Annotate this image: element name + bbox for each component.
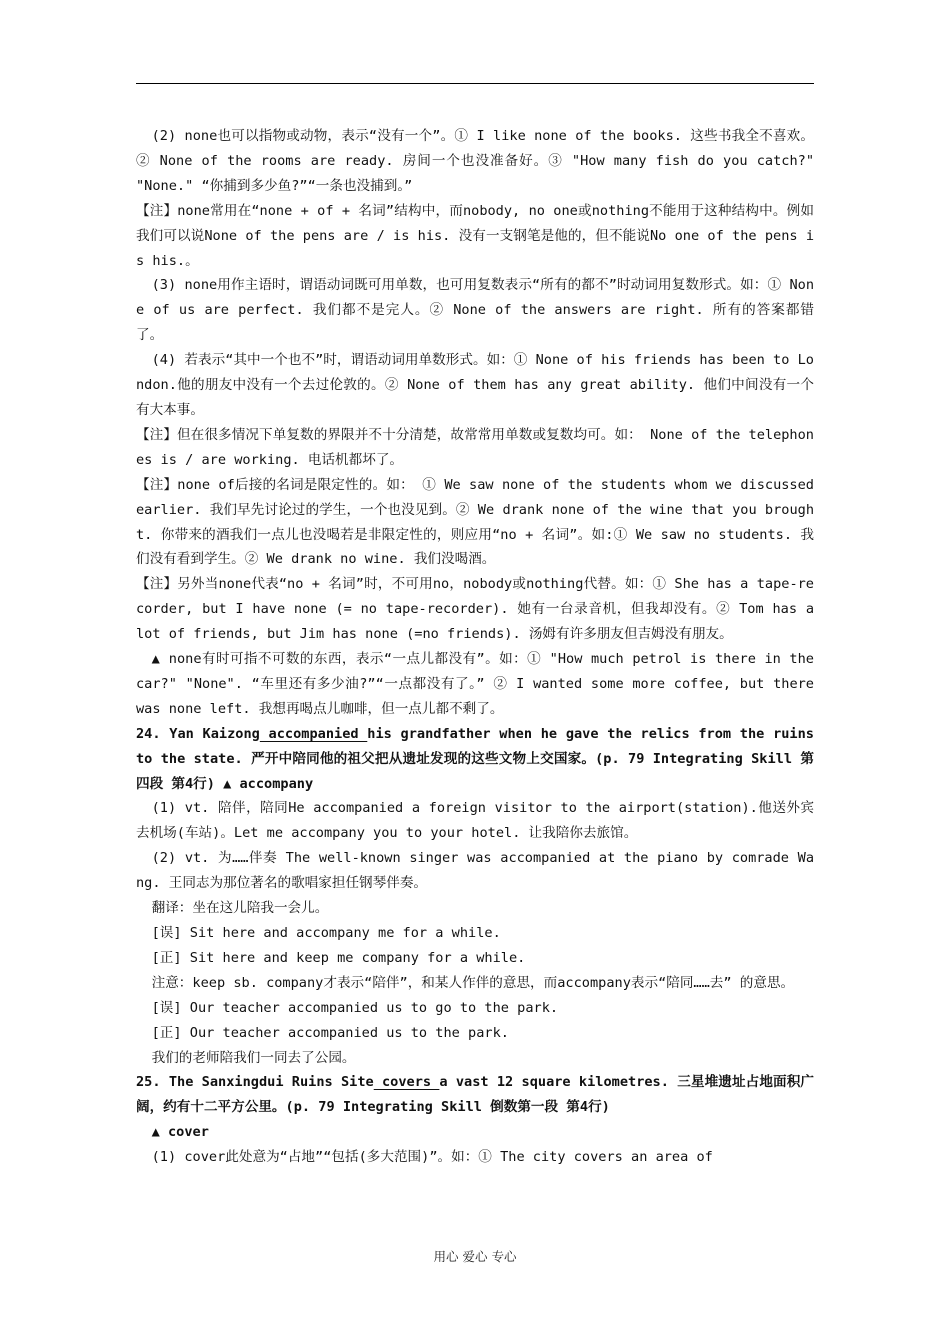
text-run: 【注】但在很多情况下单复数的界限并不十分清楚，故常常用单数或复数均可。如： None of the telephones is / are working. 电话机都坏了。 — [136, 426, 814, 468]
paragraph-p1 — [136, 124, 814, 199]
paragraph-p17 — [136, 1021, 814, 1046]
paragraph-p2 — [136, 199, 814, 274]
paragraph-p16 — [136, 996, 814, 1021]
text-run: (2) vt. 为……伴奏 The well-known singer was accompanied at the piano by comrade Wang. 王同志为那位著名的歌唱家担任钢琴伴奏。 — [136, 850, 814, 892]
text-run: 【注】none of后接的名词是限定性的。如： ① We saw none of the students whom we discussed earlier. 我们早先讨论过的学生，一个也没见到。② We drank none of the wine that you brought. 你带来的酒我们一点儿也没喝若是非限定性的，则应用“no + 名词”。如:① We saw no students. 我们没有看到学生。② We drank no wine. 我们没喝酒。 — [136, 476, 814, 568]
paragraph-p9 — [136, 722, 814, 797]
paragraph-p18 — [136, 1046, 814, 1071]
text-run: (3) none用作主语时，谓语动词既可用单数，也可用复数表示“所有的都不”时动词用复数形式。如：① None of us are perfect. 我们都不是完人。② None of the answers are right. 所有的答案都错了。 — [136, 277, 814, 344]
paragraph-p12 — [136, 896, 814, 921]
text-run: a vast 12 square kilometres. 三星堆遗址占地面积广阔，约有十二平方公里。(p. 79 Integrating Skill 倒数第一段 第4行) — [136, 1074, 814, 1116]
text-run: [误] Our teacher accompanied us to go to the park. — [151, 999, 559, 1016]
text-run: ▲ cover — [151, 1124, 209, 1141]
text-run: 25. The Sanxingdui Ruins Site — [136, 1074, 374, 1091]
text-run: (1) cover此处意为“占地”“包括(多大范围)”。如：① The city covers an area of — [151, 1149, 713, 1166]
text-run: 我们的老师陪我们一同去了公园。 — [151, 1049, 356, 1066]
text-run: [正] Our teacher accompanied us to the park. — [151, 1024, 509, 1041]
text-run: [误] Sit here and accompany me for a while. — [151, 925, 501, 941]
underlined-term: covers — [373, 1074, 440, 1091]
underlined-term: accompanied — [259, 725, 368, 742]
text-run: 【注】none常用在“none + of + 名词”结构中，而nobody, no one或nothing不能用于这种结构中。例如我们可以说None of the pens are / is his. 没有一支钢笔是他的，但不能说No one of the pens is his.。 — [136, 202, 814, 269]
paragraph-p15 — [136, 971, 814, 996]
text-run: 24. Yan Kaizong — [136, 725, 260, 742]
header-rule — [136, 83, 814, 84]
text-run: (4) 若表示“其中一个也不”时，谓语动词用单数形式。如：① None of his friends has been to London.他的朋友中没有一个去过伦敦的。② None of them has any great ability. 他们中间没有一个有大本事。 — [136, 352, 814, 418]
text-run: (1) vt. 陪伴，陪同He accompanied a foreign visitor to the airport(station).他送外宾去机场(车站)。Let me accompany you to your hotel. 让我陪你去旅馆。 — [136, 800, 814, 842]
paragraph-p13 — [136, 921, 814, 946]
paragraph-p14 — [136, 946, 814, 971]
paragraph-p11 — [136, 846, 814, 896]
paragraph-p19 — [136, 1070, 814, 1120]
paragraph-p3 — [136, 273, 814, 348]
paragraph-p5 — [136, 423, 814, 473]
text-run: 【注】另外当none代表“no + 名词”时，不可用no，nobody或nothing代替。如：① She has a tape-recorder, but I have none (= no tape-recorder). 她有一台录音机，但我却没有。② Tom has a lot of friends, but Jim has none (=no friends). 汤姆有许多朋友但吉姆没有朋友。 — [136, 576, 814, 643]
paragraph-p10 — [136, 796, 814, 846]
text-run: 翻译：坐在这儿陪我一会儿。 — [151, 900, 329, 917]
text-run: [正] Sit here and keep me company for a while. — [151, 949, 526, 966]
paragraph-p21 — [136, 1145, 814, 1170]
paragraph-p20 — [136, 1120, 814, 1145]
paragraph-p6 — [136, 473, 814, 573]
paragraph-p4 — [136, 348, 814, 423]
text-run: 注意：keep sb. company才表示“陪伴”，和某人作伴的意思，而accompany表示“陪同……去” 的意思。 — [151, 974, 795, 991]
paragraph-p8 — [136, 647, 814, 722]
document-body — [136, 124, 814, 1170]
paragraph-p7 — [136, 572, 814, 647]
page-footer: 用心 爱心 专心 — [433, 1249, 517, 1264]
text-run: (2) none也可以指物或动物，表示“没有一个”。① I like none of the books. 这些书我全不喜欢。② None of the rooms are ready. 房间一个也没准备好。③ "How many fish do you catch?" "None." “你捕到多少鱼?”“一条也没捕到。” — [136, 128, 814, 194]
text-run: ▲ none有时可指不可数的东西，表示“一点儿都没有”。如：① "How much petrol is there in the car?" "None". “车里还有多少油?”“一点都没有了。” ② I wanted some more coffee, but there was none left. 我想再喝点儿咖啡，但一点儿都不剩了。 — [136, 651, 814, 717]
text-run: his grandfather when he gave the relics from the ruins to the state. 严开中陪同他的祖父把从遗址发现的这些文物上交国家。(p. 79 Integrating Skill 第四段 第4行) ▲ accompany — [136, 725, 814, 792]
